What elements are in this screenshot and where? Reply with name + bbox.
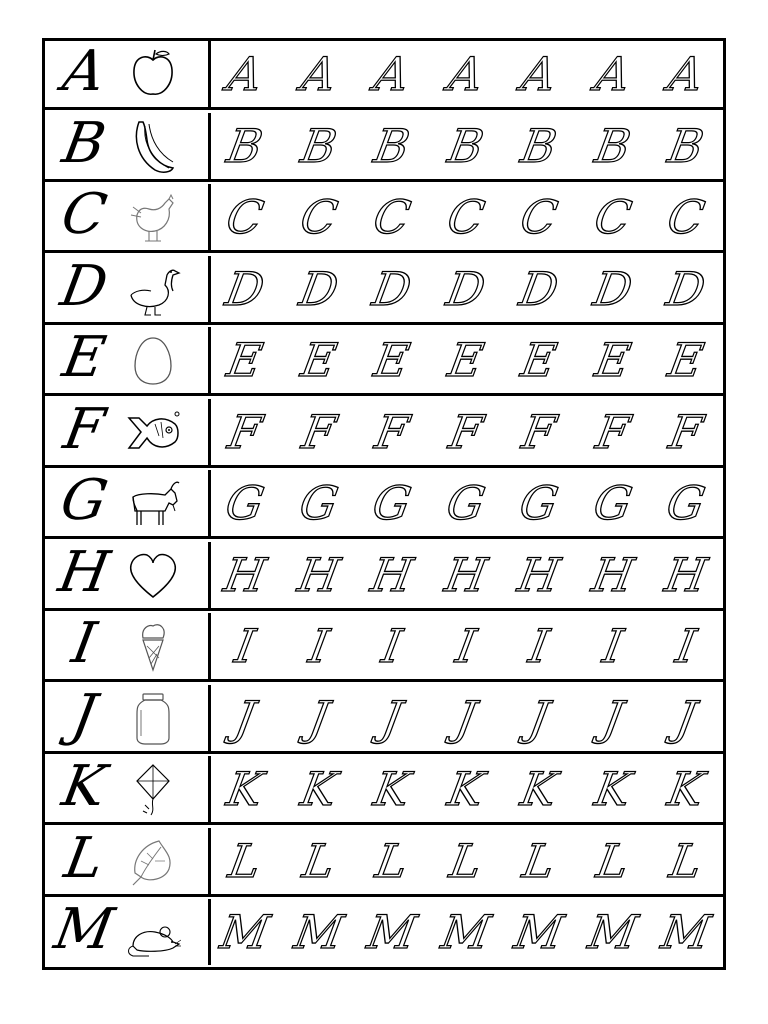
trace-letter: A [370, 47, 414, 101]
letter-row-j [45, 682, 723, 754]
trace-letter: B [296, 118, 341, 173]
trace-letter: G [221, 476, 269, 530]
trace-letter: C [296, 190, 341, 244]
example-cell [45, 899, 211, 965]
cursive-letter: D [55, 253, 113, 319]
trace-letter: E [223, 333, 267, 387]
trace-letter: J [672, 690, 700, 745]
trace-letter: K [443, 762, 488, 816]
trace-letter: K [370, 762, 414, 816]
trace-letter: D [221, 261, 269, 316]
trace-area [211, 41, 723, 107]
trace-area [211, 685, 723, 751]
trace-letter: I [451, 619, 480, 673]
trace-letter: H [293, 547, 344, 602]
trace-letter: M [216, 905, 274, 959]
letter-row-g [45, 470, 723, 539]
chicken-icon [125, 189, 181, 245]
fish-icon [125, 404, 181, 460]
cursive-letter: H [53, 539, 115, 605]
trace-letter: C [590, 190, 635, 244]
letter-row-b [45, 110, 723, 182]
trace-letter: F [591, 404, 634, 459]
cursive-letter: G [55, 468, 113, 533]
trace-letter: E [664, 333, 708, 387]
trace-letter: B [664, 118, 708, 173]
trace-letter: L [445, 833, 486, 888]
trace-letter: L [224, 833, 266, 888]
trace-area [211, 899, 723, 965]
example-cell [45, 41, 211, 107]
trace-letter: M [510, 905, 568, 959]
trace-letter: M [290, 905, 347, 959]
cursive-letter: K [57, 754, 111, 819]
trace-letter: E [296, 333, 341, 387]
trace-letter: C [663, 190, 709, 244]
cursive-letter: F [58, 396, 110, 462]
trace-letter: H [587, 547, 638, 602]
trace-letter: I [525, 619, 553, 673]
cursive-letter: I [67, 611, 101, 676]
egg-icon [125, 332, 181, 388]
trace-area [211, 327, 723, 393]
trace-letter: L [298, 833, 339, 888]
trace-letter: K [223, 762, 267, 816]
trace-letter: B [517, 118, 561, 173]
example-cell [45, 470, 211, 536]
trace-letter: G [662, 476, 710, 530]
trace-letter: K [296, 762, 341, 816]
trace-letter: G [442, 476, 489, 530]
trace-letter: L [665, 833, 707, 888]
trace-letter: B [370, 118, 414, 173]
trace-area [211, 828, 723, 894]
trace-letter: M [363, 905, 421, 959]
trace-letter: K [590, 762, 635, 816]
cursive-letter: B [57, 110, 111, 176]
trace-letter: M [657, 905, 715, 959]
letter-row-i [45, 613, 723, 682]
letter-row-k [45, 756, 723, 825]
ice-cream-icon [125, 618, 181, 674]
trace-letter: K [664, 762, 708, 816]
trace-letter: F [297, 404, 340, 459]
example-cell [45, 253, 211, 322]
example-cell [45, 184, 211, 250]
trace-area [211, 113, 723, 179]
trace-letter: I [304, 619, 333, 673]
trace-letter: I [598, 619, 627, 673]
trace-letter: J [598, 690, 627, 745]
trace-letter: A [297, 47, 340, 101]
example-cell [45, 110, 211, 179]
banana-icon [125, 118, 181, 174]
trace-letter: G [515, 476, 563, 530]
letter-row-c [45, 184, 723, 253]
cursive-letter: L [59, 825, 109, 891]
trace-letter: B [223, 118, 267, 173]
letter-row-e [45, 327, 723, 396]
trace-letter: L [371, 833, 413, 888]
letter-row-d [45, 253, 723, 325]
cursive-letter: C [56, 182, 112, 247]
trace-letter: B [443, 118, 488, 173]
trace-letter: C [369, 190, 415, 244]
duck-icon [125, 261, 181, 317]
trace-letter: M [437, 905, 494, 959]
trace-letter: F [224, 404, 266, 459]
trace-area [211, 399, 723, 465]
cursive-letter: M [49, 897, 119, 962]
trace-area [211, 256, 723, 322]
trace-letter: A [591, 47, 634, 101]
trace-letter: D [368, 261, 416, 316]
letter-row-m [45, 899, 723, 965]
handwriting-worksheet [42, 38, 726, 970]
mouse-icon [125, 904, 181, 960]
kite-icon [125, 761, 181, 817]
trace-letter: L [592, 833, 633, 888]
trace-letter: H [367, 547, 417, 602]
trace-letter: B [590, 118, 635, 173]
trace-letter: D [589, 261, 636, 316]
trace-letter: J [304, 690, 333, 745]
trace-area [211, 470, 723, 536]
trace-letter: C [222, 190, 268, 244]
trace-letter: F [371, 404, 413, 459]
trace-letter: J [231, 690, 259, 745]
trace-letter: I [378, 619, 406, 673]
cursive-letter: J [67, 682, 102, 748]
letter-row-h [45, 539, 723, 611]
letter-row-a [45, 41, 723, 110]
example-cell [45, 756, 211, 822]
trace-letter: G [589, 476, 636, 530]
trace-letter: M [584, 905, 641, 959]
heart-icon [125, 547, 181, 603]
example-cell [45, 396, 211, 465]
trace-letter: F [518, 404, 560, 459]
trace-letter: D [295, 261, 342, 316]
example-cell [45, 825, 211, 894]
trace-letter: E [370, 333, 414, 387]
trace-letter: H [661, 547, 711, 602]
example-cell [45, 327, 211, 393]
trace-letter: H [220, 547, 270, 602]
trace-letter: J [378, 690, 406, 745]
trace-letter: G [295, 476, 342, 530]
cursive-letter: E [57, 325, 111, 390]
trace-area [211, 542, 723, 608]
trace-letter: E [517, 333, 561, 387]
trace-area [211, 613, 723, 679]
trace-letter: E [590, 333, 635, 387]
trace-letter: A [444, 47, 487, 101]
trace-letter: D [515, 261, 563, 316]
trace-letter: K [517, 762, 561, 816]
trace-letter: A [223, 47, 267, 101]
trace-area [211, 756, 723, 822]
trace-letter: E [443, 333, 488, 387]
trace-letter: L [518, 833, 560, 888]
trace-letter: F [665, 404, 707, 459]
trace-letter: J [525, 690, 553, 745]
jar-icon [125, 690, 181, 746]
cursive-letter: A [58, 39, 111, 104]
example-cell [45, 682, 211, 751]
leaf-icon [125, 833, 181, 889]
trace-letter: C [443, 190, 488, 244]
example-cell [45, 539, 211, 608]
example-cell [45, 613, 211, 679]
trace-letter: H [440, 547, 491, 602]
trace-area [211, 184, 723, 250]
trace-letter: D [442, 261, 489, 316]
trace-letter: I [231, 619, 259, 673]
trace-letter: C [516, 190, 562, 244]
trace-letter: A [517, 47, 561, 101]
letter-row-l [45, 825, 723, 897]
trace-letter: I [672, 619, 700, 673]
trace-letter: H [514, 547, 564, 602]
letter-row-f [45, 396, 723, 468]
trace-letter: F [444, 404, 487, 459]
trace-letter: G [368, 476, 416, 530]
trace-letter: A [664, 47, 708, 101]
apple-icon [125, 46, 181, 102]
goat-icon [125, 475, 181, 531]
trace-letter: J [451, 690, 480, 745]
trace-letter: D [662, 261, 710, 316]
